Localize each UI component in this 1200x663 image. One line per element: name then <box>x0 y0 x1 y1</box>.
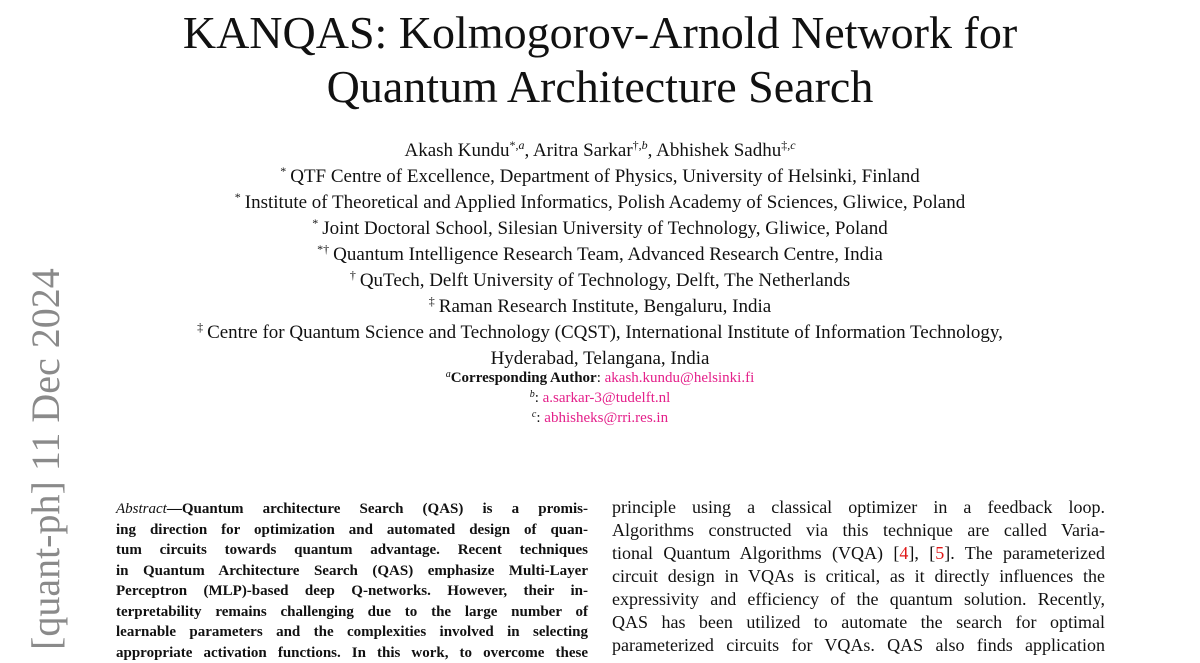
affiliation-line <box>0 164 1200 190</box>
affiliation-line <box>0 294 1200 320</box>
affiliation-text: Hyderabad, Telangana, India <box>491 348 710 369</box>
corresponding-author-label: Corresponding Author <box>451 370 597 386</box>
abstract-line: Perceptron (MLP)-based deep Q-networks. However, their in- <box>116 581 588 602</box>
citation-link-5[interactable]: 5 <box>935 543 944 563</box>
affiliation-text: QuTech, Delft University of Technology, Delft, The Netherlands <box>360 270 850 291</box>
author-name: Abhishek Sadhu <box>656 140 781 161</box>
affiliation-text: Institute of Theoretical and Applied Informatics, Polish Academy of Sciences, Gliwice, Poland <box>245 192 965 213</box>
affiliation-mark: † <box>350 268 356 282</box>
author-separator: , <box>648 140 656 161</box>
affiliation-text: Quantum Intelligence Research Team, Advanced Research Centre, India <box>333 244 883 265</box>
citation-link-4[interactable]: 4 <box>899 543 908 563</box>
affiliation-mark: * <box>235 190 241 204</box>
paper-title <box>0 6 1200 114</box>
affiliation-text: Joint Doctoral School, Silesian University of Technology, Gliwice, Poland <box>322 218 887 239</box>
body-text: tional Quantum Algorithms (VQA) [ <box>612 543 899 563</box>
abstract-text: —Quantum architecture Search (QAS) is a promis- <box>167 501 588 517</box>
affiliation-text: Raman Research Institute, Bengaluru, India <box>439 296 771 317</box>
affiliation-mark: ‡ <box>197 320 203 334</box>
abstract <box>116 499 588 663</box>
affiliation-mark: * <box>312 216 318 230</box>
title-line-2: Quantum Architecture Search <box>0 60 1200 114</box>
author-marks: *, <box>510 138 519 152</box>
corresponding-author-line: $^a$Corresponding Author: akash.kundu@helsinki.fi <box>0 368 1200 388</box>
email-link-b[interactable]: a.sarkar-3@tudelft.nl <box>543 390 671 406</box>
contact-line-b: $^b$: a.sarkar-3@tudelft.nl <box>0 388 1200 408</box>
body-text: ], [ <box>908 543 935 563</box>
affiliation-text: Centre for Quantum Science and Technology (CQST), International Institute of Information Technology, <box>207 322 1003 343</box>
author-list <box>0 138 1200 164</box>
body-line: expressivity and efficiency of the quantum solution. Recently, <box>612 588 1105 611</box>
abstract-line: tum circuits towards quantum advantage. Recent techniques <box>116 540 588 561</box>
abstract-line: learnable parameters and the complexities involved in selecting <box>116 622 588 643</box>
body-line: QAS has been utilized to automate the search for optimal <box>612 611 1105 634</box>
title-line-1: KANQAS: Kolmogorov-Arnold Network for <box>0 6 1200 60</box>
author-marks: †, <box>633 138 642 152</box>
affiliation-line <box>0 216 1200 242</box>
affiliation-text: QTF Centre of Excellence, Department of Physics, University of Helsinki, Finland <box>290 166 920 187</box>
author-name: Aritra Sarkar <box>533 140 633 161</box>
email-link-c[interactable]: abhisheks@rri.res.in <box>544 410 668 426</box>
body-text: ]. The parameterized <box>944 543 1105 563</box>
abstract-line: appropriate activation functions. In this work, to overcome these <box>116 643 588 663</box>
contact-block <box>0 368 1200 428</box>
affiliation-mark: * <box>280 164 286 178</box>
body-text-right-column <box>612 496 1105 657</box>
author-letter: c <box>790 138 795 152</box>
author-name: Akash Kundu <box>404 140 509 161</box>
body-line: parameterized circuits for VQAs. QAS also finds application <box>612 634 1105 657</box>
body-line: Algorithms constructed via this technique are called Varia- <box>612 519 1105 542</box>
affiliation-line <box>0 320 1200 346</box>
affiliation-line <box>0 190 1200 216</box>
arxiv-stamp-text: [quant-ph] 11 Dec 2024 <box>26 268 66 650</box>
body-line <box>612 542 1105 565</box>
affiliation-mark: *† <box>317 242 329 256</box>
body-line: circuit design in VQAs is critical, as it directly influences the <box>612 565 1105 588</box>
contact-mark: a <box>446 369 451 380</box>
email-link-a[interactable]: akash.kundu@helsinki.fi <box>605 370 755 386</box>
abstract-line: in Quantum Architecture Search (QAS) emphasize Multi-Layer <box>116 561 588 582</box>
author-marks: ‡, <box>781 138 790 152</box>
contact-mark: b <box>530 389 535 400</box>
author-letter: a <box>519 138 525 152</box>
abstract-line: terpretability remains challenging due to the large number of <box>116 602 588 623</box>
affiliation-mark: ‡ <box>429 294 435 308</box>
author-letter: b <box>642 138 648 152</box>
contact-mark: c <box>532 409 536 420</box>
affiliation-line <box>0 268 1200 294</box>
abstract-line: ing direction for optimization and automated design of quan- <box>116 520 588 541</box>
contact-line-c: $^c$: abhisheks@rri.res.in <box>0 408 1200 428</box>
body-line: principle using a classical optimizer in a feedback loop. <box>612 496 1105 519</box>
affiliation-line <box>0 242 1200 268</box>
abstract-line <box>116 499 588 520</box>
author-separator: , <box>525 140 533 161</box>
affiliation-list <box>0 164 1200 372</box>
abstract-lead: Abstract <box>116 501 167 517</box>
